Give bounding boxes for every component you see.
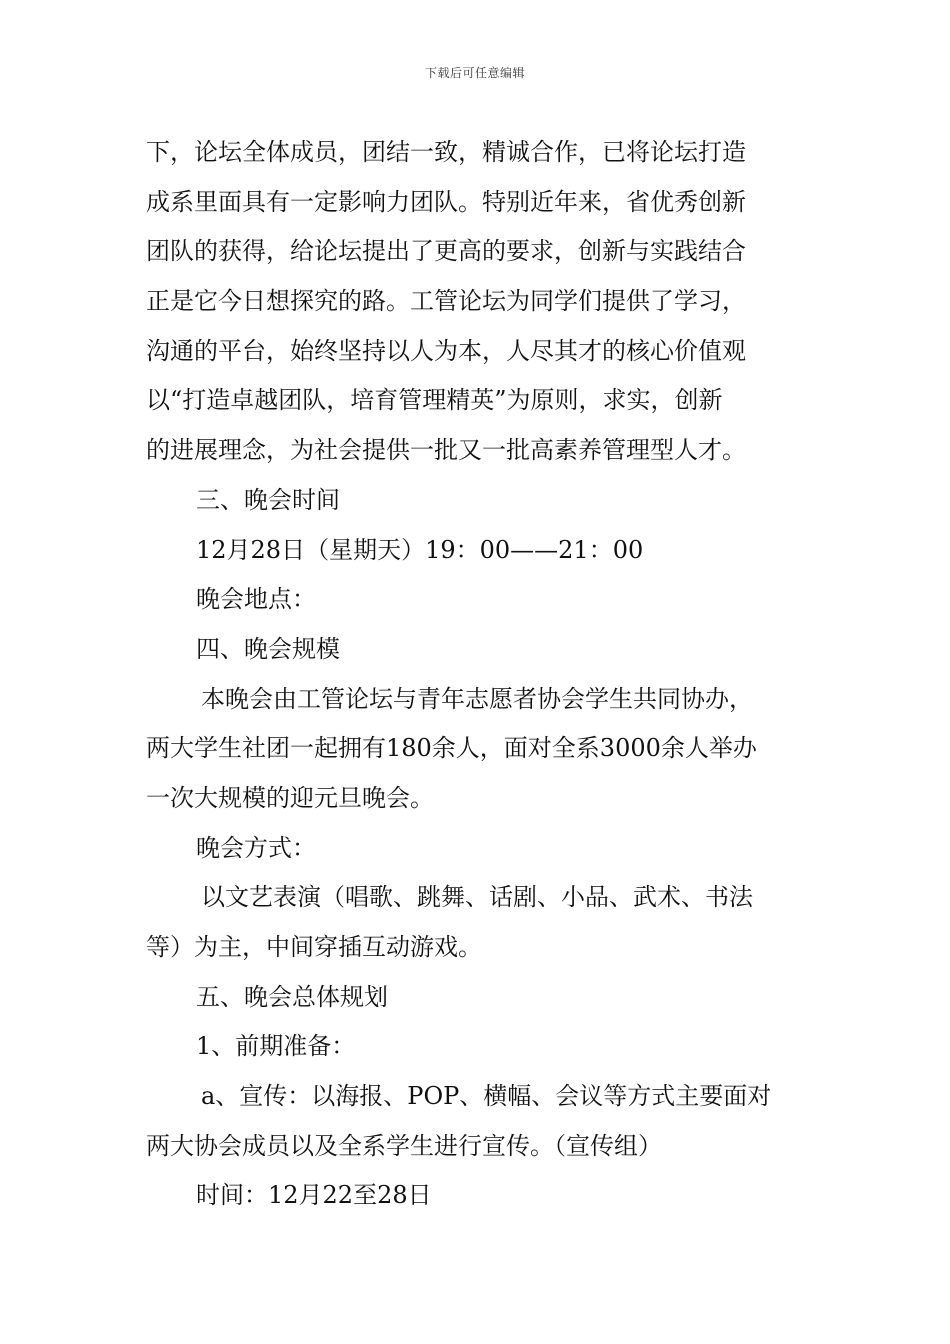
subsection-label: 1、前期准备： bbox=[196, 1032, 356, 1061]
paragraph-line: 团队的获得，给论坛提出了更高的要求，创新与实践结合 bbox=[146, 237, 746, 266]
paragraph-line: 成系里面具有一定影响力团队。特别近年来，省优秀创新 bbox=[146, 187, 746, 216]
paragraph-line: 一次大规模的迎元旦晚会。 bbox=[146, 783, 434, 812]
paragraph-line: 的进展理念，为社会提供一批又一批高素养管理型人才。 bbox=[146, 436, 746, 465]
event-time: 12月28日（星期天）19：00——21：00 bbox=[196, 535, 644, 564]
paragraph-line: a、宣传：以海报、POP、横幅、会议等方式主要面对 bbox=[201, 1082, 772, 1111]
section-heading: 三、晚会时间 bbox=[196, 485, 340, 514]
paragraph-line: 等）为主，中间穿插互动游戏。 bbox=[146, 933, 482, 961]
paragraph-line: 以“打造卓越团队，培育管理精英”为原则，求实，创新 bbox=[146, 386, 723, 415]
paragraph-line: 下，论坛全体成员，团结一致，精诚合作，已将论坛打造 bbox=[146, 138, 746, 166]
paragraph-line: 以文艺表演（唱歌、跳舞、话剧、小品、武术、书法 bbox=[201, 883, 753, 912]
paragraph-line: 正是它今日想探究的路。工管论坛为同学们提供了学习， bbox=[146, 287, 746, 316]
subsection-label: 晚会方式： bbox=[196, 833, 316, 862]
paragraph-line: 两大学生社团一起拥有180余人，面对全系3000余人举办 bbox=[146, 734, 757, 763]
section-heading: 四、晚会规模 bbox=[196, 634, 340, 663]
document-body bbox=[146, 128, 816, 1221]
schedule-line: 时间：12月22至28日 bbox=[196, 1181, 432, 1210]
paragraph-line: 沟通的平台，始终坚持以人为本，人尽其才的核心价值观 bbox=[146, 336, 746, 365]
paragraph-line: 本晚会由工管论坛与青年志愿者协会学生共同协办， bbox=[201, 684, 753, 713]
event-location: 晚会地点： bbox=[196, 585, 316, 614]
paragraph-line: 两大协会成员以及全系学生进行宣传。（宣传组） bbox=[146, 1131, 662, 1160]
page-header: 下载后可任意编辑 bbox=[424, 66, 525, 80]
section-heading: 五、晚会总体规划 bbox=[196, 982, 388, 1011]
